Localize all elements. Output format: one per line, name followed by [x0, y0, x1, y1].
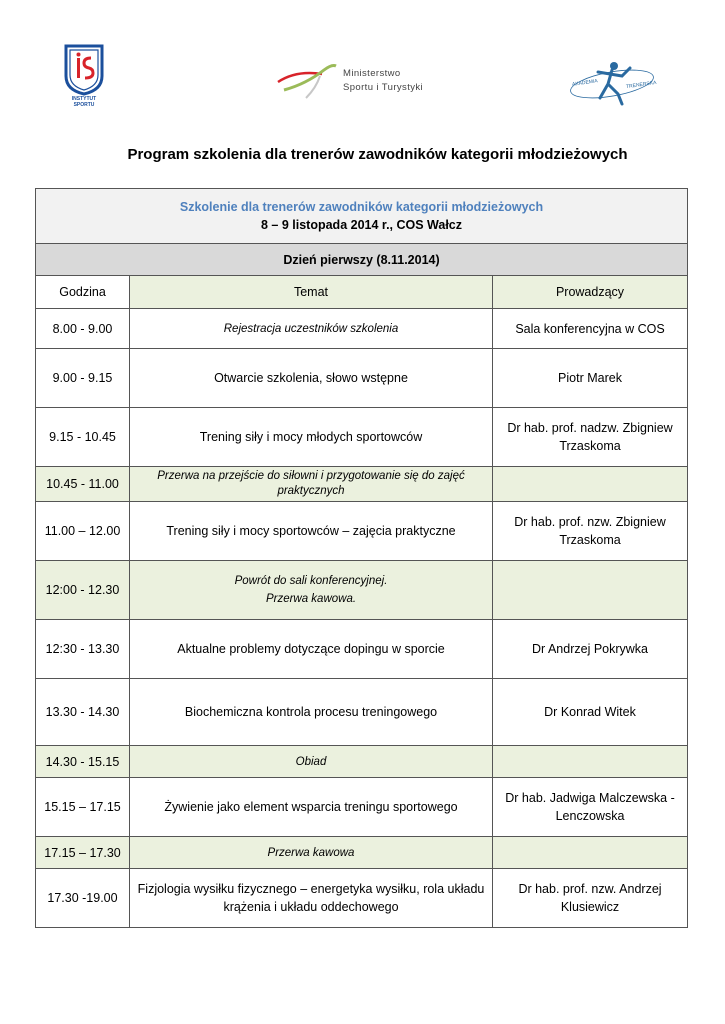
table-row [36, 561, 688, 620]
instytut-caption-line1: INSTYTUT [71, 96, 97, 102]
row-time: 10.45 - 11.00 [36, 467, 130, 502]
table-row [36, 502, 688, 561]
instytut-sportu-logo [62, 42, 106, 110]
row-topic: Żywienie jako element wsparcia treningu sportowego [130, 778, 493, 837]
column-header-row [36, 276, 688, 309]
row-time: 13.30 - 14.30 [36, 679, 130, 746]
table-row [36, 778, 688, 837]
ministerstwo-logo [276, 58, 436, 102]
row-time: 11.00 – 12.00 [36, 502, 130, 561]
row-topic: Rejestracja uczestników szkolenia [130, 309, 493, 349]
row-lecturer: Dr hab. prof. nzw. Zbigniew Trzaskoma [493, 502, 688, 561]
row-lecturer: Dr hab. Jadwiga Malczewska - Lenczowska [493, 778, 688, 837]
table-header-row [36, 189, 688, 244]
row-topic: Fizjologia wysiłku fizycznego – energetyka wysiłku, rola układu krążenia i układu oddechowego [130, 869, 493, 928]
row-topic: Trening siły i mocy sportowców – zajęcia praktyczne [130, 502, 493, 561]
akademia-trenerska-logo [566, 54, 658, 110]
table-row [36, 620, 688, 679]
row-topic: Przerwa kawowa [130, 837, 493, 869]
table-row [36, 349, 688, 408]
row-lecturer: Piotr Marek [493, 349, 688, 408]
row-lecturer [493, 467, 688, 502]
row-time: 8.00 - 9.00 [36, 309, 130, 349]
row-lecturer: Sala konferencyjna w COS [493, 309, 688, 349]
row-lecturer: Dr hab. prof. nadzw. Zbigniew Trzaskoma [493, 408, 688, 467]
row-topic [130, 561, 493, 620]
row-topic: Obiad [130, 746, 493, 778]
header-subtitle: Szkolenie dla trenerów zawodników kategorii młodzieżowych [179, 200, 544, 214]
row-lecturer [493, 837, 688, 869]
column-header-time: Godzina [36, 276, 130, 309]
row-topic: Aktualne problemy dotyczące dopingu w sporcie [130, 620, 493, 679]
column-header-lecturer: Prowadzący [493, 276, 688, 309]
row-lecturer [493, 746, 688, 778]
row-topic: Trening siły i mocy młodych sportowców [130, 408, 493, 467]
row-lecturer: Dr hab. prof. nzw. Andrzej Klusiewicz [493, 869, 688, 928]
instytut-sportu-emblem-icon [62, 42, 106, 96]
row-time: 17.30 -19.00 [36, 869, 130, 928]
day-row [36, 244, 688, 276]
ministerstwo-line1: Ministerstwo [343, 68, 401, 79]
table-row [36, 746, 688, 778]
akademia-left-label: AKADEMIA [571, 78, 599, 88]
row-time: 9.15 - 10.45 [36, 408, 130, 467]
day-label: Dzień pierwszy (8.11.2014) [36, 244, 688, 276]
akademia-right-label: TRENERSKA [625, 79, 657, 91]
table-row [36, 309, 688, 349]
row-topic: Otwarcie szkolenia, słowo wstępne [130, 349, 493, 408]
row-lecturer [493, 561, 688, 620]
row-time: 15.15 – 17.15 [36, 778, 130, 837]
row-lecturer: Dr Andrzej Pokrywka [493, 620, 688, 679]
row-topic-line2: Przerwa kawowa. [265, 593, 357, 605]
table-row [36, 679, 688, 746]
document-title: Program szkolenia dla trenerów zawodników kategorii młodzieżowych [127, 146, 628, 163]
row-topic: Przerwa na przejście do siłowni i przygotowanie się do zajęć praktycznych [130, 467, 493, 502]
row-topic: Biochemiczna kontrola procesu treningowego [130, 679, 493, 746]
schedule-table [35, 188, 688, 928]
row-lecturer: Dr Konrad Witek [493, 679, 688, 746]
table-row [36, 837, 688, 869]
row-time: 12:30 - 13.30 [36, 620, 130, 679]
row-time: 17.15 – 17.30 [36, 837, 130, 869]
table-header-cell [36, 189, 688, 244]
instytut-caption-line2: SPORTU [73, 102, 95, 108]
table-row [36, 869, 688, 928]
ministerstwo-line2: Sportu i Turystyki [343, 82, 424, 93]
row-time: 14.30 - 15.15 [36, 746, 130, 778]
column-header-topic: Temat [130, 276, 493, 309]
row-time: 12:00 - 12.30 [36, 561, 130, 620]
ministerstwo-swoosh-icon [276, 60, 338, 100]
row-topic-line1: Powrót do sali konferencyjnej. [234, 575, 388, 587]
table-row [36, 408, 688, 467]
row-time: 9.00 - 9.15 [36, 349, 130, 408]
header-date: 8 – 9 listopada 2014 r., COS Wałcz [261, 218, 463, 232]
table-row [36, 467, 688, 502]
